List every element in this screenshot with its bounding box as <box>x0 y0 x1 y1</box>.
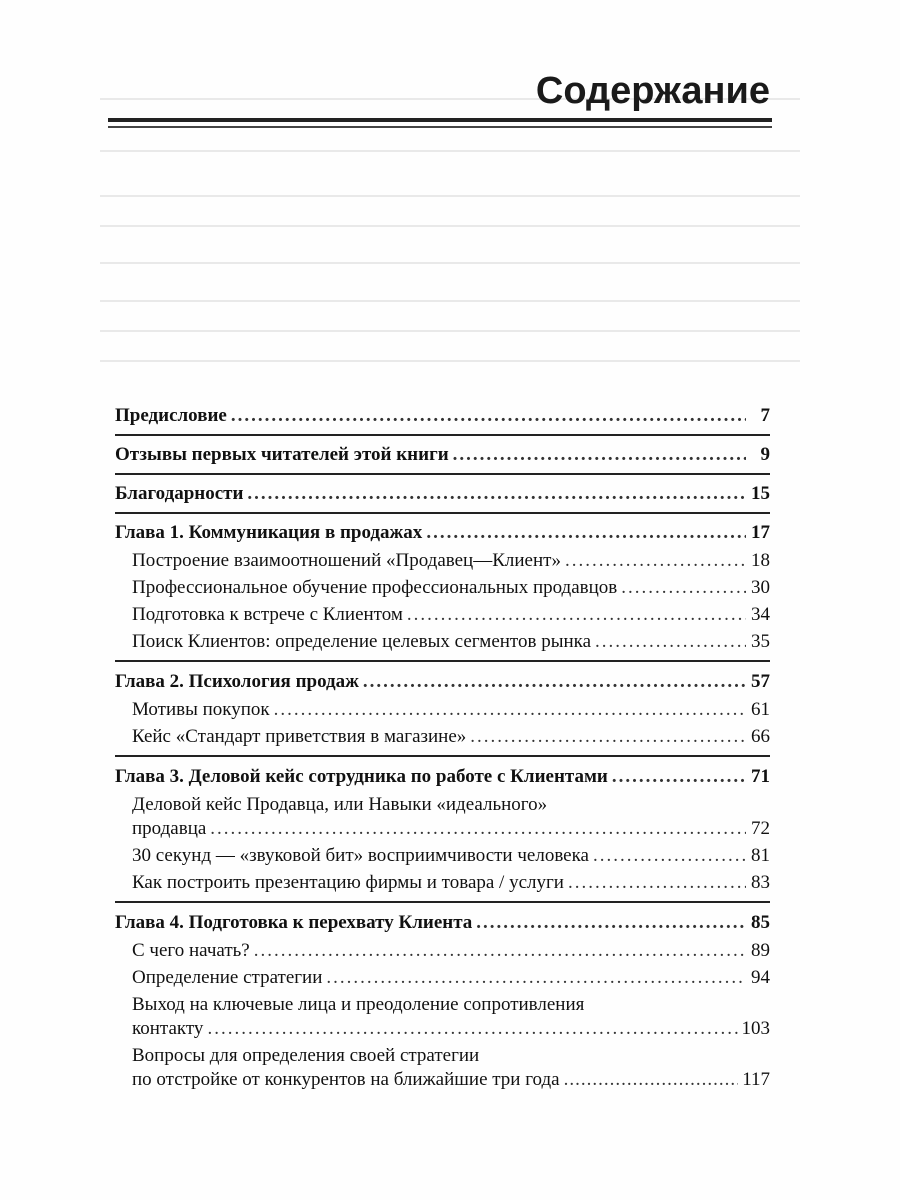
toc-page-number: 83 <box>751 872 770 893</box>
toc-item <box>115 1043 770 1094</box>
bleed-through-line <box>100 300 800 302</box>
page-title: Содержание <box>535 70 770 112</box>
toc-page-number: 117 <box>742 1069 770 1090</box>
leader-dots <box>326 967 746 989</box>
toc-page-number: 85 <box>751 912 770 933</box>
leader-dots <box>363 671 746 693</box>
toc-chapter <box>115 474 770 513</box>
toc-item <box>115 629 770 656</box>
toc-page-number: 30 <box>751 577 770 598</box>
toc-chapter-title: Глава 2. Психология продаж <box>115 671 359 692</box>
title-rule-thin <box>108 126 772 128</box>
leader-dots <box>476 912 746 934</box>
toc-page-number: 71 <box>751 766 770 787</box>
leader-dots <box>593 845 746 867</box>
toc-item <box>115 602 770 629</box>
toc-item <box>115 575 770 602</box>
bleed-through-line <box>100 225 800 227</box>
toc-page-number: 9 <box>760 444 770 465</box>
toc-item-title-line1: Выход на ключевые лица и преодоление сопротивления <box>132 994 585 1015</box>
chapter-items <box>115 548 770 662</box>
toc-item <box>115 697 770 724</box>
leader-dots <box>621 577 746 599</box>
bleed-through-line <box>100 262 800 264</box>
bleed-through-line <box>100 150 800 152</box>
toc-page-number: 72 <box>751 818 770 839</box>
toc-item <box>115 938 770 965</box>
toc-item <box>115 548 770 575</box>
toc-chapter <box>115 513 770 548</box>
toc-item-title: Профессиональное обучение профессиональных продавцов <box>132 577 618 598</box>
toc-page-number: 34 <box>751 604 770 625</box>
chapter-items <box>115 792 770 903</box>
bleed-through-line <box>100 330 800 332</box>
toc-item-title: по отстройке от конкурентов на ближайшие три года <box>132 1069 560 1090</box>
toc-chapter <box>115 435 770 474</box>
chapter-items <box>115 697 770 757</box>
toc-item <box>115 870 770 897</box>
leader-dots <box>207 1018 737 1040</box>
leader-dots <box>564 1069 739 1091</box>
title-rule-thick <box>108 118 772 122</box>
leader-dots <box>247 483 746 505</box>
toc-item-title: Как построить презентацию фирмы и товара / услуги <box>132 872 564 893</box>
toc-chapter-title: Глава 4. Подготовка к перехвату Клиента <box>115 912 473 933</box>
toc-page-number: 94 <box>751 967 770 988</box>
toc-item-title: С чего начать? <box>132 940 250 961</box>
leader-dots <box>210 818 746 840</box>
leader-dots <box>254 940 746 962</box>
leader-dots <box>426 522 746 544</box>
toc-item-title: Поиск Клиентов: определение целевых сегментов рынка <box>132 631 592 652</box>
toc-item-title-line1: Деловой кейс Продавца, или Навыки «идеального» <box>132 794 548 815</box>
toc-chapter <box>115 903 770 938</box>
toc-item <box>115 792 770 843</box>
toc-item-title-line1: Вопросы для определения своей стратегии <box>132 1045 480 1066</box>
leader-dots <box>612 766 746 788</box>
leader-dots <box>568 872 746 894</box>
leader-dots <box>595 631 746 653</box>
toc-item <box>115 843 770 870</box>
bleed-through-line <box>100 360 800 362</box>
toc-item-title: Определение стратегии <box>132 967 323 988</box>
toc-page-number: 61 <box>751 699 770 720</box>
table-of-contents <box>115 405 770 1094</box>
toc-item-title: продавца <box>132 818 207 839</box>
toc-page-number: 35 <box>751 631 770 652</box>
toc-chapter-title: Глава 1. Коммуникация в продажах <box>115 522 423 543</box>
toc-page-number: 81 <box>751 845 770 866</box>
toc-item-title: Мотивы покупок <box>132 699 270 720</box>
toc-chapter-title: Благодарности <box>115 483 244 504</box>
toc-chapter-title: Предисловие <box>115 405 227 426</box>
toc-chapter <box>115 757 770 792</box>
toc-page-number: 18 <box>751 550 770 571</box>
leader-dots <box>231 405 746 427</box>
leader-dots <box>407 604 746 626</box>
bleed-through-line <box>100 195 800 197</box>
toc-page-number: 89 <box>751 940 770 961</box>
toc-page-number: 7 <box>760 405 770 426</box>
toc-item <box>115 965 770 992</box>
toc-page-number: 17 <box>751 522 770 543</box>
leader-dots <box>565 550 746 572</box>
toc-chapter <box>115 662 770 697</box>
toc-item-title: Кейс «Стандарт приветствия в магазине» <box>132 726 467 747</box>
chapter-items <box>115 938 770 1094</box>
toc-item <box>115 724 770 751</box>
toc-chapter-title: Отзывы первых читателей этой книги <box>115 444 449 465</box>
toc-page-number: 57 <box>751 671 770 692</box>
toc-page-number: 15 <box>751 483 770 504</box>
toc-page-number: 103 <box>741 1018 770 1039</box>
toc-item-title: Построение взаимоотношений «Продавец—Клиент» <box>132 550 561 571</box>
leader-dots <box>453 444 746 466</box>
toc-chapter-title: Глава 3. Деловой кейс сотрудника по работе с Клиентами <box>115 766 608 787</box>
leader-dots <box>470 726 746 748</box>
toc-item-title: 30 секунд — «звуковой бит» восприимчивости человека <box>132 845 589 866</box>
toc-item-title: контакту <box>132 1018 204 1039</box>
toc-item-title: Подготовка к встрече с Клиентом <box>132 604 403 625</box>
toc-page-number: 66 <box>751 726 770 747</box>
toc-item <box>115 992 770 1043</box>
toc-chapter <box>115 405 770 435</box>
leader-dots <box>274 699 746 721</box>
